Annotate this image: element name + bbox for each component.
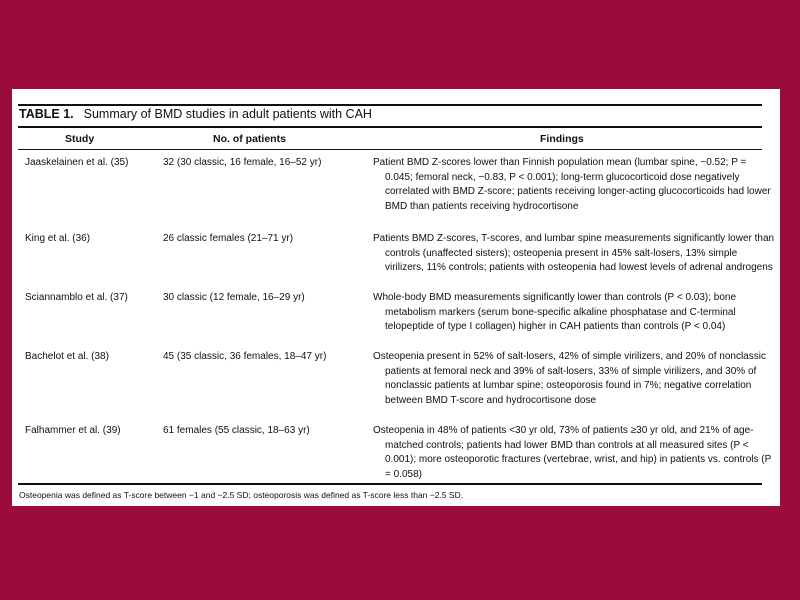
header-bottom-rule [18,149,762,150]
column-header-patients: No. of patients [213,133,286,145]
study-cell: Bachelot et al. (38) [25,351,109,362]
table-footnote: Osteopenia was defined as T-score between −1 and −2.5 SD; osteoporosis was defined as T-score less than −2.5 SD. [19,490,464,500]
findings-cell: Patient BMD Z-scores lower than Finnish population mean (lumbar spine, −0.52; P = 0.045; femoral neck, −0.83, P < 0.001); long-term glucocorticoid dose negatively correlated with BMD Z-score; patients receiving longer-acting glucocorticoids had lower BMD than patients receiving hydrocortisone [373,157,771,212]
findings-cell: Osteopenia in 48% of patients <30 yr old, 73% of patients ≥30 yr old, and 21% of age-matched controls; patients had lower BMD than controls at all measured sites (P < 0.001); more osteoporotic fractures (vertebrae, wrist, and hip) in patients vs. controls (P = 0.058) [373,425,772,480]
findings-cell: Patients BMD Z-scores, T-scores, and lumbar spine measurements significantly lower than controls (unaffected sisters); osteopenia present in 45% salt-losers, 13% simple virilizers, 11% controls; patients with osteopenia had lowest levels of adrenal androgens [373,233,775,274]
study-cell: King et al. (36) [25,233,91,244]
header-top-rule [18,126,762,128]
patients-cell: 32 (30 classic, 16 female, 16–52 yr) [163,157,322,168]
patients-cell: 61 females (55 classic, 18–63 yr) [163,425,310,436]
table-bottom-rule [18,483,762,485]
patients-cell: 45 (35 classic, 36 females, 18–47 yr) [163,351,327,362]
column-header-findings: Findings [540,133,584,145]
table-caption [19,107,372,121]
table-title: Summary of BMD studies in adult patients with CAH [83,107,372,121]
findings-cell: Osteopenia present in 52% of salt-losers, 42% of simple virilizers, and 20% of nonclassic patients at femoral neck and 39% of salt-losers, 33% of simple virilizers, and 30% of nonclassic patients at lumbar spine; osteoporosis found in 7%; negative correlation between BMD T-score and hydrocortisone dose [373,351,766,406]
patients-cell: 26 classic females (21–71 yr) [163,233,294,244]
study-cell: Sciannamblo et al. (37) [25,292,128,303]
findings-cell: Whole-body BMD measurements significantly lower than controls (P < 0.03); bone metabolism markers (serum bone-specific alkaline phosphatase and C-terminal telopeptide of type I collagen) higher in CAH patients than controls (P < 0.04) [373,292,737,333]
table-panel [12,89,780,506]
table-label: TABLE 1. [19,107,74,121]
study-cell: Jaaskelainen et al. (35) [25,157,129,168]
column-header-study: Study [65,133,95,145]
patients-cell: 30 classic (12 female, 16–29 yr) [163,292,305,303]
top-rule [18,104,762,106]
study-cell: Falhammer et al. (39) [25,425,121,436]
